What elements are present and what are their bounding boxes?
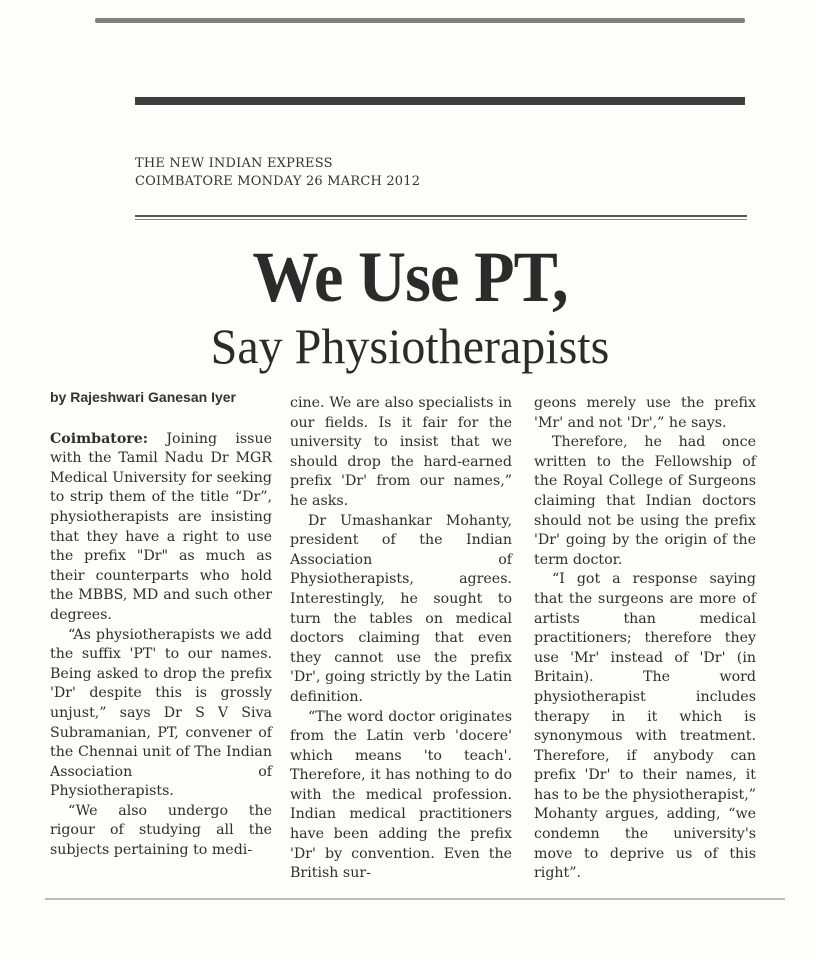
paragraph: “I got a response saying that the surgeons are more of artists than medical practitioners; therefore they use 'Mr' instead of 'Dr' (in Britain). The word physiotherapist includes therapy in it which is synonymous with treatment. Therefore, if anybody can prefix 'Dr' to their names, it has to be the physiotherapist,” Mohanty argues, adding, “we condemn the university's move to deprive us of this right”. <box>534 571 756 882</box>
headline-line-1: We Use PT, <box>252 237 568 317</box>
header-rule <box>135 97 745 105</box>
paragraph: “We also undergo the rigour of studying all the subjects pertaining to medi- <box>50 802 272 859</box>
article-body <box>50 388 770 888</box>
paragraph: Therefore, he had once written to the Fellowship of the Royal College of Surgeons claiming that Indian doctors should not be using the prefix 'Dr' going by the origin of the term doctor. <box>534 434 756 568</box>
paragraph: geons merely use the prefix 'Mr' and not 'Dr',” he says. <box>534 395 756 431</box>
headline <box>60 238 760 374</box>
paragraph-text: Joining issue with the Tamil Nadu Dr MGR Medical University for seeking to strip them of the title “Dr”, physiotherapists are insisting that they have a right to use the prefix "Dr" as much as their counterparts who hold the MBBS, MD and such other degrees. <box>50 430 272 623</box>
masthead <box>135 155 420 191</box>
headline-line-2: Say Physiotherapists <box>210 318 610 374</box>
paragraph <box>50 430 272 626</box>
dateline: Coimbatore: <box>50 430 149 447</box>
scan-edge-line <box>95 18 745 23</box>
masthead-rule <box>135 215 747 220</box>
paragraph: “The word doctor originates from the Latin verb 'docere' which means 'to teach'. Therefore, it has nothing to do with the medical profession. Indian medical practitioners have been adding the prefix 'Dr' by convention. Even the British sur- <box>290 708 512 882</box>
scan-bottom-edge <box>45 898 785 900</box>
paragraph: “As physiotherapists we add the suffix 'PT' to our names. Being asked to drop the prefix 'Dr' despite this is grossly unjust,” says Dr S V Siva Subramanian, PT, convener of the Chennai unit of The Indian Association of Physiotherapists. <box>50 626 272 800</box>
article-column-3 <box>534 394 756 884</box>
edition-date: COIMBATORE MONDAY 26 MARCH 2012 <box>135 174 421 189</box>
paragraph: Dr Umashankar Mohanty, president of the Indian Association of Physiotherapists, agrees. Interestingly, he sought to turn the tables on medical doctors claiming that even they cannot use the prefix 'Dr', going strictly by the Latin definition. <box>290 512 512 705</box>
article-column-2 <box>290 394 512 884</box>
byline: by Rajeshwari Ganesan Iyer <box>50 389 236 405</box>
paragraph: cine. We are also specialists in our fields. Is it fair for the university to insist that we should drop the hard-earned prefix 'Dr' from our names,” he asks. <box>290 395 512 509</box>
article-column-1 <box>50 388 272 861</box>
newspaper-name: THE NEW INDIAN EXPRESS <box>135 156 333 171</box>
